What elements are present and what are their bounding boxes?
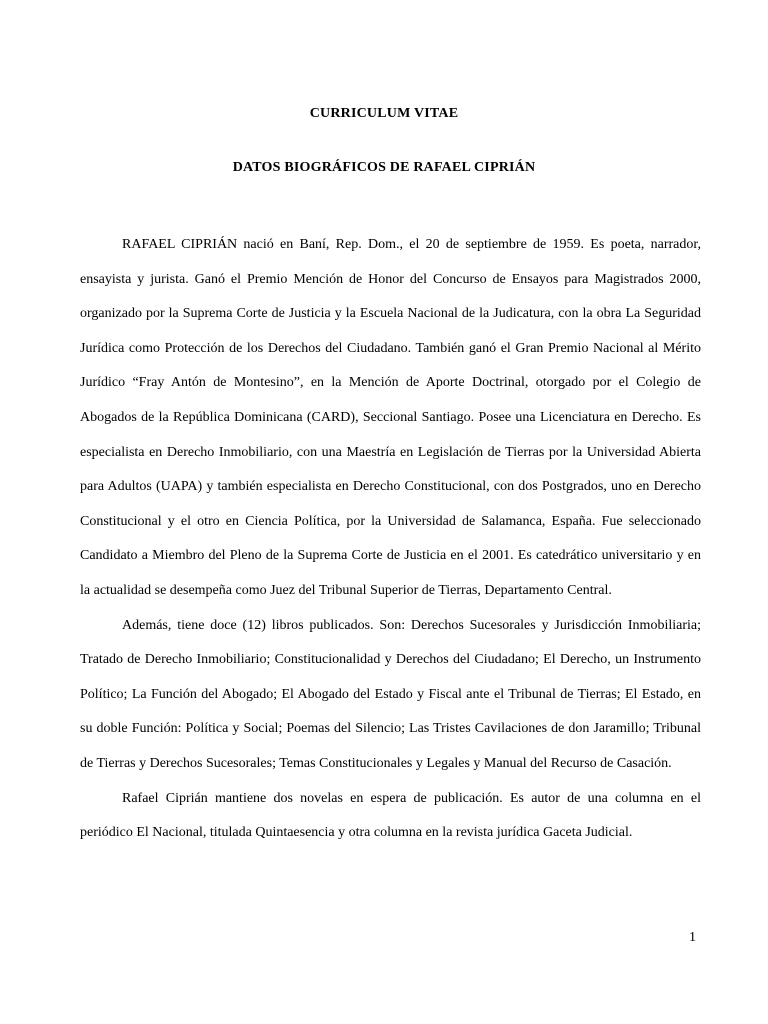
document-title: CURRICULUM VITAE: [309, 106, 459, 121]
document-body: [80, 228, 701, 851]
page-number: 1: [689, 930, 696, 945]
paragraph-publications: Además, tiene doce (12) libros publicados. Son: Derechos Sucesorales y Jurisdicción Inmobiliaria; Tratado de Derecho Inmobiliario; Constitucionalidad y Derechos del Ciudadano; El Derecho, un Instrumento Político; La Función del Abogado; El Abogado del Estado y Fiscal ante el Tribunal de Tierras; El Estado, en su doble Función: Política y Social; Poemas del Silencio; Las Tristes Cavilaciones de don Jaramillo; Tribunal de Tierras y Derechos Sucesorales; Temas Constitucionales y Legales y Manual del Recurso de Casación.: [80, 617, 701, 771]
paragraph-novels-columns: Rafael Ciprián mantiene dos novelas en espera de publicación. Es autor de una columna en el periódico El Nacional, titulada Quintaesencia y otra columna en la revista jurídica Gaceta Judicial.: [80, 790, 701, 841]
paragraph-biography: RAFAEL CIPRIÁN nació en Baní, Rep. Dom., el 20 de septiembre de 1959. Es poeta, narrador, ensayista y jurista. Ganó el Premio Mención de Honor del Concurso de Ensayos para Magistrados 2000, organizado por la Suprema Corte de Justicia y la Escuela Nacional de la Judicatura, con la obra La Seguridad Jurídica como Protección de los Derechos del Ciudadano. También ganó el Gran Premio Nacional al Mérito Jurídico “Fray Antón de Montesino”, en la Mención de Aporte Doctrinal, otorgado por el Colegio de Abogados de la República Dominicana (CARD), Seccional Santiago. Posee una Licenciatura en Derecho. Es especialista en Derecho Inmobiliario, con una Maestría en Legislación de Tierras por la Universidad Abierta para Adultos (UAPA) y también especialista en Derecho Constitucional, con dos Postgrados, uno en Derecho Constitucional y el otro en Ciencia Política, por la Universidad de Salamanca, España. Fue seleccionado Candidato a Miembro del Pleno de la Suprema Corte de Justicia en el 2001. Es catedrático universitario y en la actualidad se desempeña como Juez del Tribunal Superior de Tierras, Departamento Central.: [80, 237, 701, 598]
document-subtitle: DATOS BIOGRÁFICOS DE RAFAEL CIPRIÁN: [232, 160, 536, 175]
